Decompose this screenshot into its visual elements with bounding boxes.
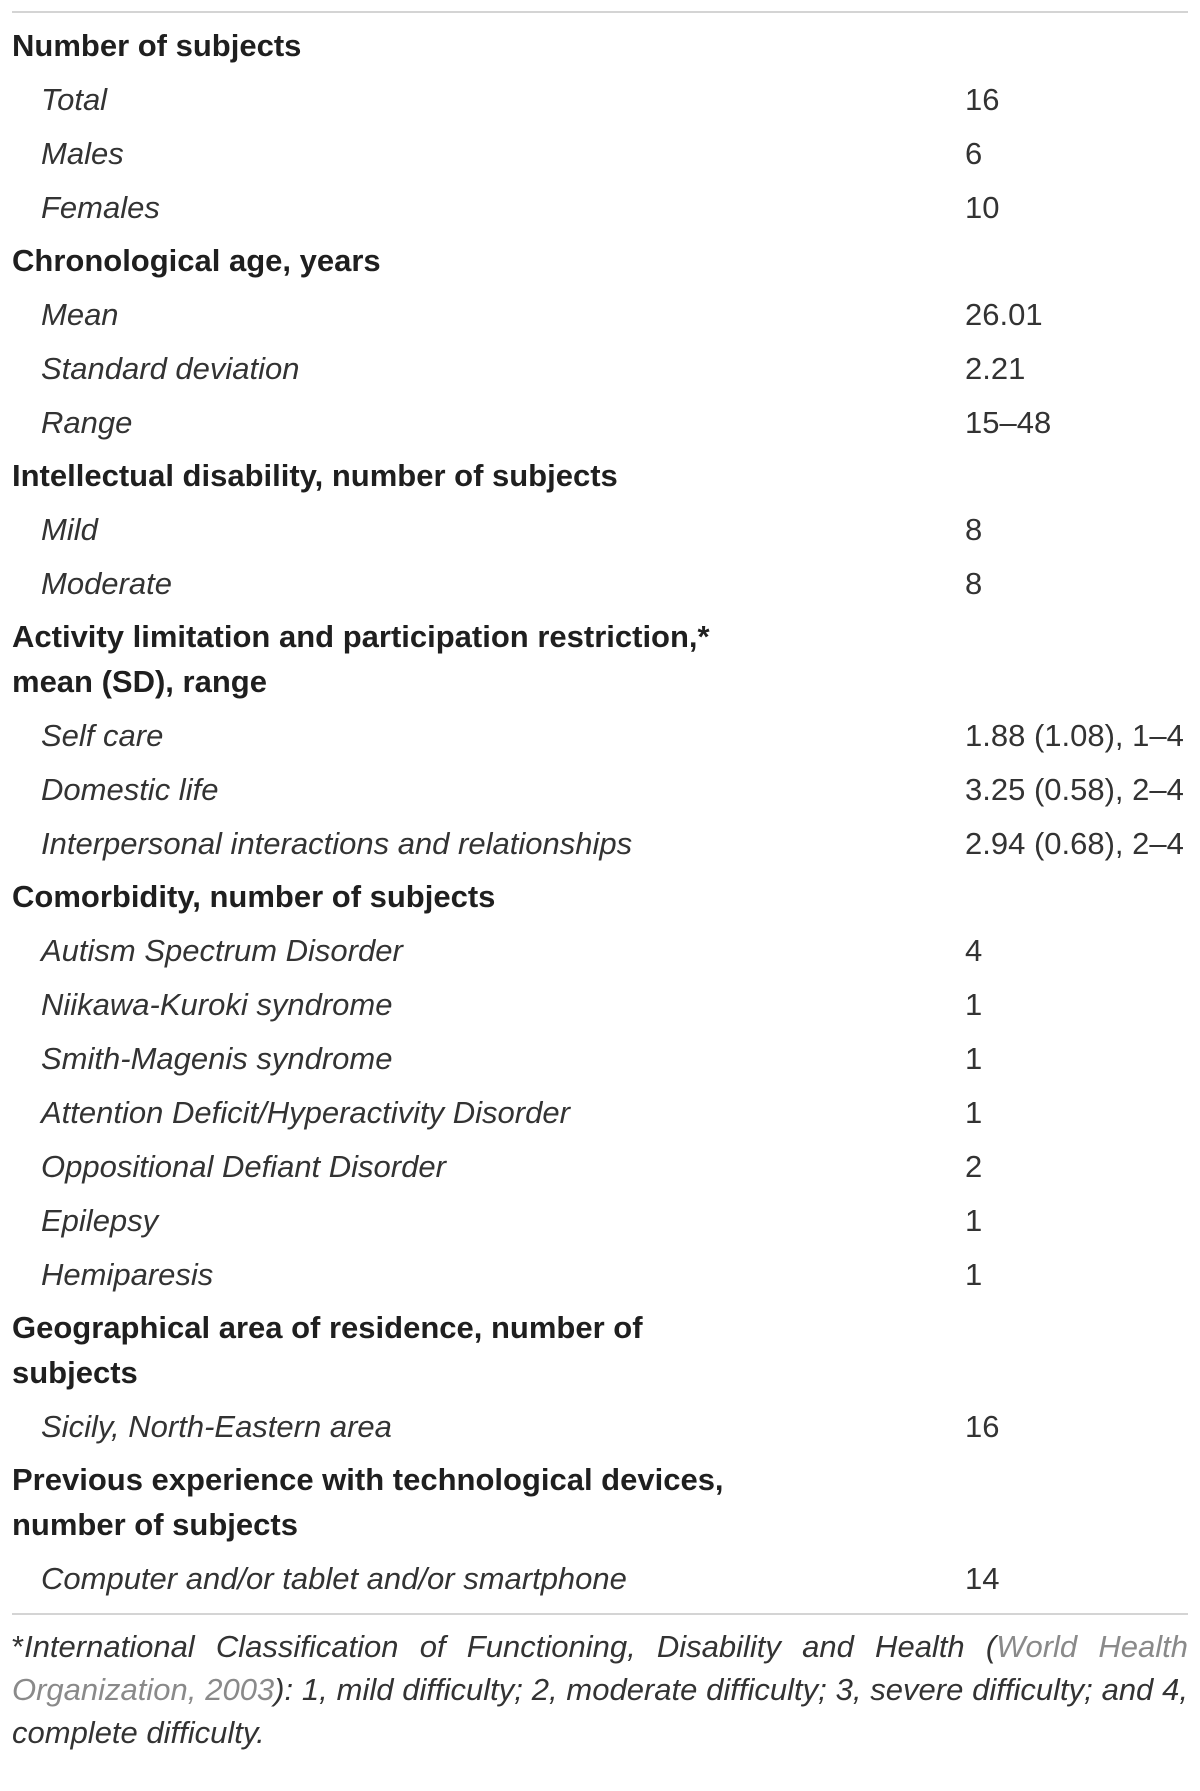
- section-heading: [12, 449, 1188, 502]
- section-heading-text-line2: subjects: [12, 1355, 138, 1390]
- section-header-row: [12, 449, 1188, 502]
- section-heading: [12, 234, 1188, 287]
- footnote-text-before: International Classification of Functioning, Disability and Health (: [24, 1629, 997, 1664]
- row-label: Interpersonal interactions and relationships: [41, 825, 633, 861]
- table-row: [12, 816, 1188, 870]
- table-row: [12, 180, 1188, 234]
- section-heading: [12, 870, 1188, 923]
- section-header-row: [12, 870, 1188, 923]
- table-row: [12, 126, 1188, 180]
- footnote-citation-link[interactable]: World Health Organization, 2003: [12, 1629, 1188, 1707]
- section-heading: [12, 19, 1188, 72]
- row-label: Self care: [41, 717, 164, 753]
- row-value: 1.88 (1.08), 1–4: [965, 717, 1184, 753]
- row-label: Mild: [41, 511, 98, 547]
- section-header-row: [12, 1453, 1188, 1551]
- row-label: Epilepsy: [41, 1202, 159, 1238]
- demographics-table: [12, 19, 1188, 1605]
- section-heading: [12, 610, 1188, 708]
- row-value: 26.01: [965, 296, 1043, 332]
- table-row: [12, 395, 1188, 449]
- row-label: Oppositional Defiant Disorder: [41, 1148, 446, 1184]
- section-header-row: [12, 19, 1188, 72]
- table-row: [12, 502, 1188, 556]
- table-row: [12, 1085, 1188, 1139]
- row-value: 1: [965, 1256, 983, 1292]
- table-body: [12, 19, 1188, 1605]
- section-header-row: [12, 234, 1188, 287]
- row-value: 16: [965, 1408, 1000, 1444]
- footnote-text-after: ): 1, mild difficulty; 2, moderate difficulty; 3, severe difficulty; and 4, complete difficulty.: [12, 1672, 1188, 1750]
- footnote-marker: *: [12, 1629, 25, 1664]
- table-row: [12, 72, 1188, 126]
- row-value: 2.21: [965, 350, 1026, 386]
- section-heading-text: Geographical area of residence, number of: [12, 1310, 643, 1345]
- table-row: [12, 1399, 1188, 1453]
- row-value: 3.25 (0.58), 2–4: [965, 771, 1184, 807]
- row-label: Domestic life: [41, 771, 219, 807]
- row-value: 1: [965, 986, 983, 1022]
- table-row: [12, 762, 1188, 816]
- table-row: [12, 1193, 1188, 1247]
- row-value: 10: [965, 189, 1000, 225]
- table-row: [12, 556, 1188, 610]
- table-row: [12, 1551, 1188, 1605]
- row-value: 8: [965, 565, 983, 601]
- table-row: [12, 1139, 1188, 1193]
- row-value: 2.94 (0.68), 2–4: [965, 825, 1184, 861]
- section-heading-text-line2: number of subjects: [12, 1507, 298, 1542]
- row-value: 1: [965, 1094, 983, 1130]
- section-heading-text: Number of subjects: [12, 28, 302, 63]
- row-label: Mean: [41, 296, 119, 332]
- row-label: Attention Deficit/Hyperactivity Disorder: [41, 1094, 570, 1130]
- row-label: Males: [41, 135, 124, 171]
- table-footnote: [12, 1625, 1188, 1754]
- row-label: Standard deviation: [41, 350, 300, 386]
- row-value: 2: [965, 1148, 983, 1184]
- table-row: [12, 923, 1188, 977]
- section-heading-text: Previous experience with technological devices,: [12, 1462, 724, 1497]
- section-header-row: [12, 1301, 1188, 1399]
- row-label: Moderate: [41, 565, 172, 601]
- row-label: Autism Spectrum Disorder: [41, 932, 403, 968]
- row-label: Hemiparesis: [41, 1256, 214, 1292]
- row-value: 14: [965, 1560, 1000, 1596]
- bottom-rule: [12, 1613, 1188, 1615]
- section-heading: [12, 1301, 1188, 1399]
- section-heading: [12, 1453, 1188, 1551]
- row-value: 15–48: [965, 404, 1052, 440]
- section-heading-text-line2: mean (SD), range: [12, 664, 267, 699]
- table-row: [12, 287, 1188, 341]
- table-row: [12, 1247, 1188, 1301]
- table-page: [0, 11, 1200, 1791]
- row-label: Total: [41, 81, 108, 117]
- row-value: 8: [965, 511, 983, 547]
- table-row: [12, 708, 1188, 762]
- row-label: Smith-Magenis syndrome: [41, 1040, 393, 1076]
- row-label: Females: [41, 189, 160, 225]
- section-heading-text: Activity limitation and participation restriction,*: [12, 619, 710, 654]
- row-label: Computer and/or tablet and/or smartphone: [41, 1560, 627, 1596]
- table-row: [12, 1031, 1188, 1085]
- section-heading-text: Chronological age, years: [12, 243, 381, 278]
- row-label: Sicily, North-Eastern area: [41, 1408, 392, 1444]
- section-header-row: [12, 610, 1188, 708]
- row-value: 1: [965, 1040, 983, 1076]
- row-value: 1: [965, 1202, 983, 1238]
- table-row: [12, 977, 1188, 1031]
- top-rule: [12, 11, 1188, 13]
- section-heading-text: Intellectual disability, number of subjects: [12, 458, 618, 493]
- section-heading-text: Comorbidity, number of subjects: [12, 879, 496, 914]
- table-row: [12, 341, 1188, 395]
- row-value: 6: [965, 135, 983, 171]
- row-label: Range: [41, 404, 133, 440]
- row-value: 4: [965, 932, 983, 968]
- row-label: Niikawa-Kuroki syndrome: [41, 986, 393, 1022]
- row-value: 16: [965, 81, 1000, 117]
